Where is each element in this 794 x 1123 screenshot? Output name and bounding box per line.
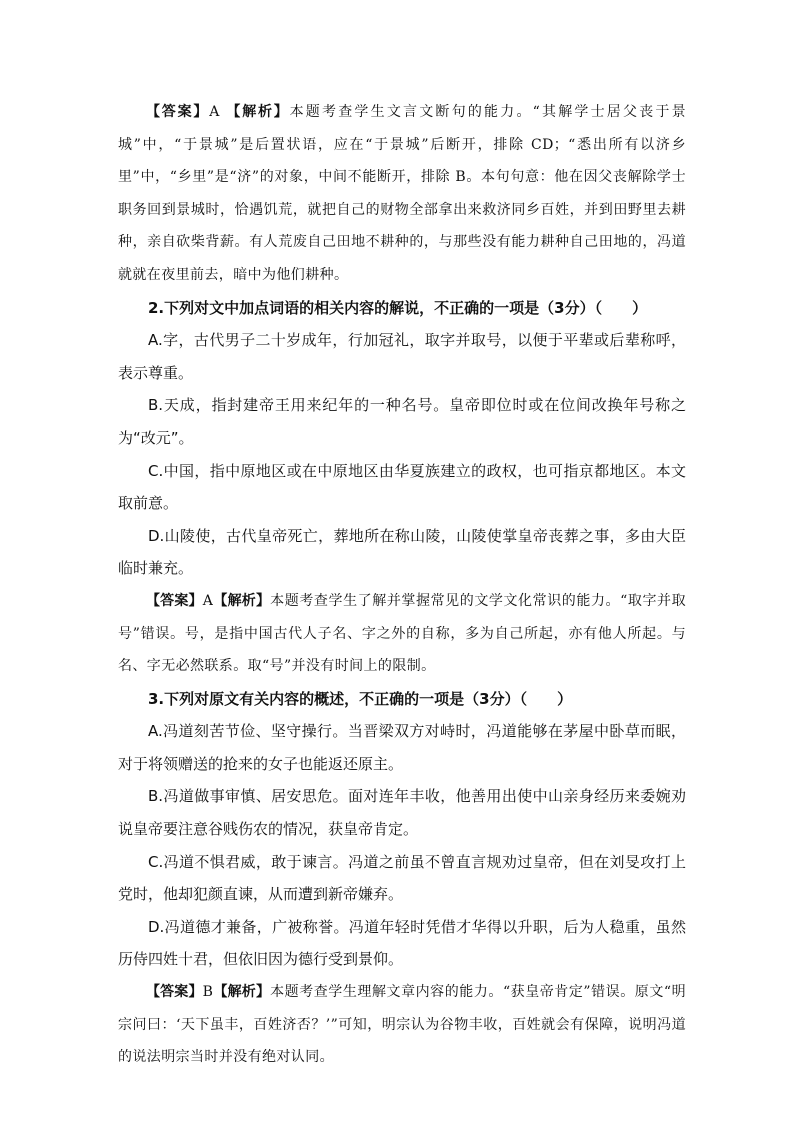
answer-1 (118, 96, 686, 292)
question-2-option-c: C.中国，指中原地区或在中原地区由华夏族建立的政权，也可指京都地区。本文取前意。 (118, 461, 686, 513)
answer-label: 【答案】 (146, 104, 210, 120)
answer-letter: A (209, 104, 227, 120)
answer-2 (118, 585, 686, 683)
question-3-stem: 3.下列对原文有关内容的概述，不正确的一项是（3分）（ ） (148, 689, 573, 708)
analysis-label: 【解析】 (213, 984, 271, 1001)
answer-3 (118, 976, 686, 1074)
answer-label: 【答案】 (146, 592, 203, 609)
question-2-option-b: B.天成，指封建帝王用来纪年的一种名号。皇帝即位时或在位间改换年号称之为“改元”。 (118, 396, 686, 447)
question-3-option-a: A.冯道刻苦节俭、坚守操行。当晋梁双方对峙时，冯道能够在茅屋中卧草而眠，对于将领赠送的抢来的女子也能返还原主。 (118, 722, 686, 773)
analysis-text: 本题考查学生了解并掌握常见的文学文化常识的能力。“取字并取号”错误。号，是指中国古代人子名、字之外的自称，多为自己所起，亦有他人所起。与名、字无必然联系。取“号”并没有时间上的限制。 (118, 592, 687, 675)
analysis-label: 【解析】 (213, 592, 271, 609)
question-2-stem: 2.下列对文中加点词语的相关内容的解说，不正确的一项是（3分）（ ） (148, 298, 648, 317)
answer-letter: A (202, 592, 214, 609)
analysis-text: 本题考查学生理解文章内容的能力。“获皇帝肯定”错误。原文“明宗问曰：‘天下虽丰，百姓济否？’”可知，明宗认为谷物丰收，百姓就会有保障，说明冯道的说法明宗当时并没有绝对认同。 (118, 984, 686, 1066)
question-3-option-b: B.冯道做事审慎、居安思危。面对连年丰收，他善用出使中山亲身经历来委婉劝说皇帝要注意谷贱伤农的情况，获皇帝肯定。 (118, 787, 686, 839)
question-3-option-d: D.冯道德才兼备，广被称誉。冯道年轻时凭借才华得以升职，后为人稳重，虽然历侍四姓十君，但依旧因为德行受到景仰。 (118, 917, 686, 969)
question-2-option-d: D.山陵使，古代皇帝死亡，葬地所在称山陵，山陵使掌皇帝丧葬之事，多由大臣临时兼充。 (118, 526, 686, 578)
document-page (118, 96, 686, 1074)
analysis-text: 本题考查学生文言文断句的能力。“其解学士居父丧于景城”中，“于景城”是后置状语，应在“于景城”后断开，排除 CD；“悉出所有以济乡里”中，“乡里”是“济”的对象，中间不能断开，排除 B。本句句意：他在因父丧解除学士职务回到景城时，恰遇饥荒，就把自己的财物全部拿出来救济同乡百姓，并到田野里去耕种，亲自砍柴背薪。有人荒废自己田地不耕种的，与那些没有能力耕种自己田地的，冯道就就在夜里前去，暗中为他们耕种。 (118, 104, 687, 283)
question-2-option-a: A.字，古代男子二十岁成年，行加冠礼，取字并取号，以便于平辈或后辈称呼，表示尊重。 (118, 331, 686, 382)
analysis-label: 【解析】 (226, 104, 290, 120)
answer-label: 【答案】 (146, 984, 203, 1001)
answer-letter: B (202, 984, 214, 1001)
question-3-option-c: C.冯道不惧君威，敢于谏言。冯道之前虽不曾直言规劝过皇帝，但在刘旻攻打上党时，他却犯颜直谏，从而遭到新帝嫌弃。 (118, 852, 686, 904)
